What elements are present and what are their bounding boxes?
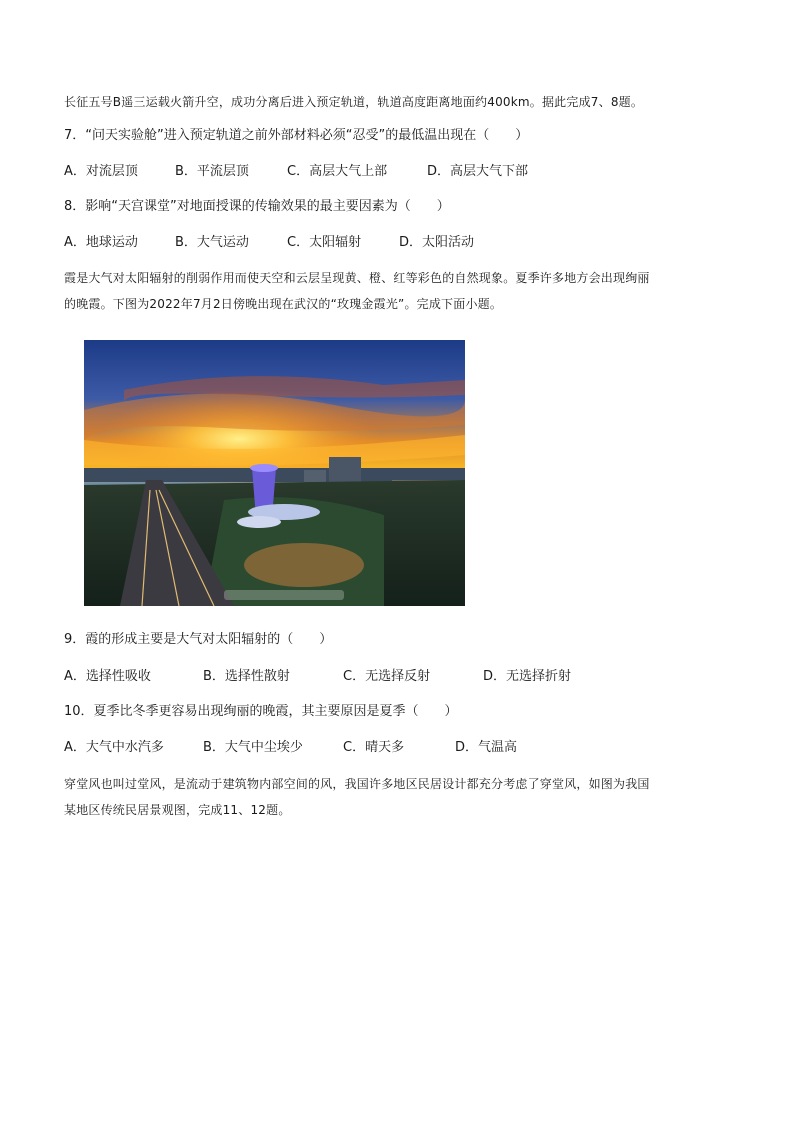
q9-option-d[interactable]: D．无选择折射: [483, 669, 572, 684]
q7-option-c[interactable]: C．高层大气上部: [287, 164, 388, 179]
q10-option-b[interactable]: B．大气中尘埃少: [203, 740, 303, 755]
question-10-stem: 10．夏季比冬季更容易出现绚丽的晚霞，其主要原因是夏季（ ）: [64, 704, 458, 719]
passage-intro-wind-line2: 某地区传统民居景观图，完成11、12题。: [64, 803, 291, 817]
q8-option-d[interactable]: D．太阳活动: [399, 235, 475, 250]
passage-intro-sunset-line2: 的晚霞。下图为2022年7月2日傍晚出现在武汉的“玫瑰金霞光”。完成下面小题。: [64, 297, 503, 311]
q7-option-b[interactable]: B．平流层顶: [175, 164, 249, 179]
question-9-stem: 9．霞的形成主要是大气对太阳辐射的（ ）: [64, 632, 333, 647]
q8-option-a[interactable]: A．地球运动: [64, 235, 138, 250]
passage-intro-sunset-line1: 霞是大气对太阳辐射的削弱作用而使天空和云层呈现黄、橙、红等彩色的自然现象。夏季许多地方会出现绚丽: [64, 271, 650, 285]
q10-option-a[interactable]: A．大气中水汽多: [64, 740, 164, 755]
q9-option-c[interactable]: C．无选择反射: [343, 669, 431, 684]
q9-option-a[interactable]: A．选择性吸收: [64, 669, 151, 684]
question-8-stem: 8．影响“天宫课堂”对地面授课的传输效果的最主要因素为（ ）: [64, 199, 450, 214]
passage-intro-wind-line1: 穿堂风也叫过堂风，是流动于建筑物内部空间的风，我国许多地区民居设计都充分考虑了穿堂风，如图为我国: [64, 777, 650, 791]
q9-option-b[interactable]: B．选择性散射: [203, 669, 290, 684]
q10-option-c[interactable]: C．晴天多: [343, 740, 405, 755]
q7-option-d[interactable]: D．高层大气下部: [427, 164, 529, 179]
q8-option-b[interactable]: B．大气运动: [175, 235, 249, 250]
question-7-stem: 7．“问天实验舱”进入预定轨道之前外部材料必须“忍受”的最低温出现在（ ）: [64, 128, 529, 143]
passage-intro-7-8: 长征五号B遥三运载火箭升空，成功分离后进入预定轨道，轨道高度距离地面约400km。据此完成7、8题。: [64, 95, 644, 109]
wuhan-sunset-photo: [84, 340, 465, 606]
q7-option-a[interactable]: A．对流层顶: [64, 164, 138, 179]
q8-option-c[interactable]: C．太阳辐射: [287, 235, 362, 250]
q10-option-d[interactable]: D．气温高: [455, 740, 518, 755]
